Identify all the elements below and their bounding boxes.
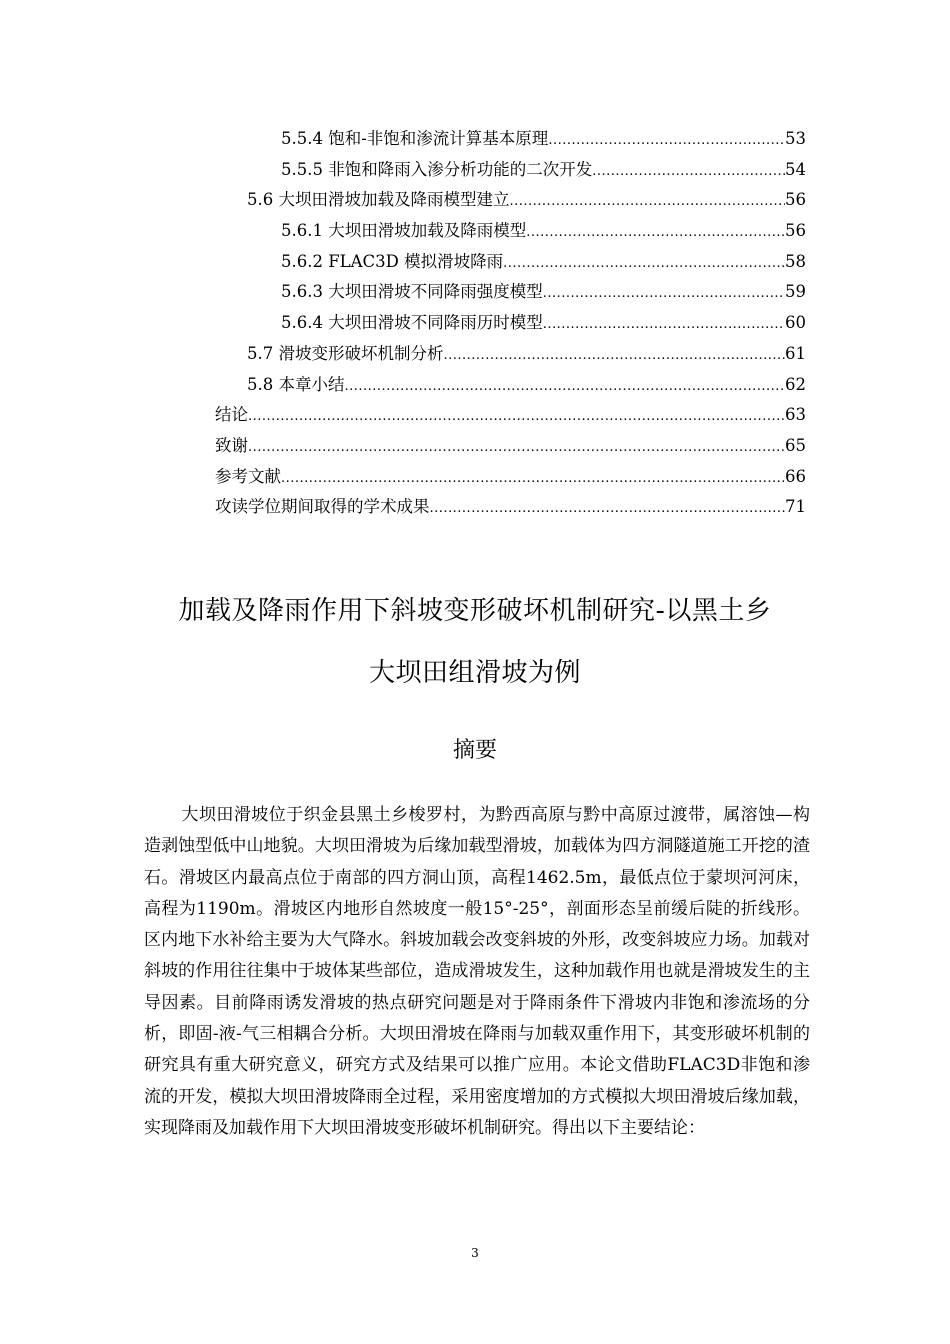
abstract-heading: 摘要 <box>452 738 497 763</box>
toc-leader-dots <box>345 372 786 403</box>
toc-leader-dots <box>592 157 785 188</box>
toc-entry-label: 5.5.4 饱和-非饱和渗流计算基本原理 <box>281 129 549 148</box>
toc-entry[interactable] <box>0 492 950 523</box>
toc-leader-dots <box>444 341 786 372</box>
toc-entry-label: 致谢 <box>215 435 248 455</box>
toc-entry-page: 54 <box>785 159 806 179</box>
toc-entry-label: 5.6.2 FLAC3D 模拟滑坡降雨 <box>281 251 504 271</box>
toc-entry-label: 5.7 滑坡变形破坏机制分析 <box>247 343 444 363</box>
toc-entry-page: 59 <box>785 282 806 302</box>
toc-entry[interactable] <box>0 339 950 370</box>
toc-entry[interactable] <box>0 216 950 247</box>
toc-entry-label: 5.8 本章小结 <box>247 374 345 394</box>
toc-entry-page: 71 <box>785 497 806 517</box>
toc-entry-page: 66 <box>785 466 806 486</box>
toc-entry-page: 56 <box>785 221 806 241</box>
toc-entry-label: 5.6.3 大坝田滑坡不同降雨强度模型 <box>281 282 543 302</box>
toc-entry[interactable] <box>0 431 950 462</box>
toc-leader-dots <box>281 464 785 495</box>
toc-entry-label: 5.6.1 大坝田滑坡加载及降雨模型 <box>281 221 527 241</box>
toc-entry-label: 攻读学位期间取得的学术成果 <box>215 497 430 517</box>
toc-leader-dots <box>430 494 786 525</box>
toc-entry[interactable] <box>0 124 950 155</box>
toc-entry[interactable] <box>0 155 950 186</box>
abstract-body: 大坝田滑坡位于织金县黑土乡梭罗村，为黔西高原与黔中高原过渡带，属溶蚀—构造剥蚀型低中山地貌。大坝田滑坡为后缘加载型滑坡，加载体为四方洞隧道施工开挖的渣石。滑坡区内最高点位于南部的四方洞山顶，高程1462.5m，最低点位于蒙坝河河床，高程为1190m。滑坡区内地形自然坡度一般15°-25°，剖面形态呈前缓后陡的折线形。区内地下水补给主要为大气降水。斜坡加载会改变斜坡的外形，改变斜坡应力场。加载对斜坡的作用往往集中于坡体某些部位，造成滑坡发生，这种加载作用也就是滑坡发生的主导因素。目前降雨诱发滑坡的热点研究问题是对于降雨条件下滑坡内非饱和渗流场的分析，即固-液-气三相耦合分析。大坝田滑坡在降雨与加载双重作用下，其变形破坏机制的研究具有重大研究意义，研究方式及结果可以推广应用。本论文借助FLAC3D非饱和渗流的开发，模拟大坝田滑坡降雨全过程，采用密度增加的方式模拟大坝田滑坡后缘加载，实现降雨及加载作用下大坝田滑坡变形破坏机制研究。得出以下主要结论： <box>144 805 810 1138</box>
toc-entry-label: 5.5.5 非饱和降雨入渗分析功能的二次开发 <box>281 159 593 179</box>
toc-entry-label: 5.6 大坝田滑坡加载及降雨模型建立 <box>247 190 510 210</box>
toc-entry-page: 60 <box>785 313 806 333</box>
toc-entry[interactable] <box>0 370 950 401</box>
toc-entry-label: 参考文献 <box>215 466 281 486</box>
toc-entry[interactable] <box>0 247 950 278</box>
toc-entry-page: 61 <box>785 343 806 363</box>
toc-entry[interactable] <box>0 400 950 431</box>
toc-entry[interactable] <box>0 462 950 493</box>
toc-entry-page: 58 <box>785 251 806 271</box>
thesis-title-line-2: 大坝田组滑坡为例 <box>368 658 581 688</box>
toc-leader-dots <box>526 218 785 249</box>
table-of-contents <box>0 124 950 523</box>
toc-leader-dots <box>248 402 785 433</box>
toc-entry-label: 结论 <box>215 405 248 425</box>
toc-entry[interactable] <box>0 185 950 216</box>
toc-entry-label: 5.6.4 大坝田滑坡不同降雨历时模型 <box>281 313 543 333</box>
toc-entry[interactable] <box>0 277 950 308</box>
toc-entry-page: 62 <box>785 374 806 394</box>
toc-leader-dots <box>503 249 785 280</box>
toc-leader-dots <box>543 310 785 341</box>
toc-leader-dots <box>248 433 785 464</box>
toc-entry-page: 63 <box>785 405 806 425</box>
toc-leader-dots <box>548 126 785 157</box>
toc-entry[interactable] <box>0 308 950 339</box>
toc-entry-page: 53 <box>785 129 806 148</box>
thesis-title-line-1: 加载及降雨作用下斜坡变形破坏机制研究-以黑土乡 <box>178 596 772 626</box>
toc-entry-page: 65 <box>785 435 806 455</box>
page-number: 3 <box>471 1246 479 1260</box>
toc-leader-dots <box>510 187 786 218</box>
toc-entry-page: 56 <box>785 190 806 210</box>
toc-leader-dots <box>543 279 785 310</box>
